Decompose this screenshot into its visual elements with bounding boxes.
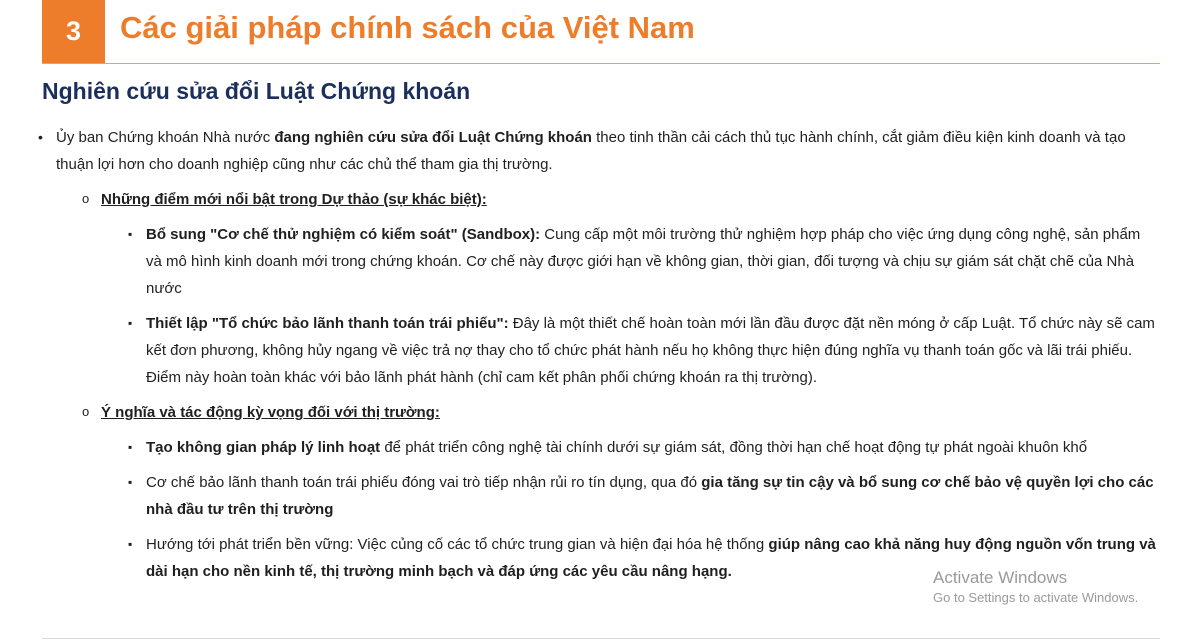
highlight-item-bold: Thiết lập "Tổ chức bảo lãnh thanh toán trái phiếu":	[146, 315, 509, 332]
square-bullet-icon: ▪	[128, 316, 133, 330]
highlight-item-text: Đây là một thiết chế hoàn toàn mới lần đầu được đặt nền móng ở cấp Luật. Tổ chức này sẽ cam kết đơn phương, không hủy ngang về việc trả nợ thay cho tổ chức phát hành nếu họ không thực hiện đúng nghĩa vụ thanh toán gốc và lãi trái phiếu. Điểm này hoàn toàn khác với bảo lãnh phát hành (chỉ cam kết phân phối chứng khoán ra thị trường).	[146, 315, 1155, 386]
subsection-title: Nghiên cứu sửa đổi Luật Chứng khoán	[42, 78, 471, 104]
watermark-title: Activate Windows	[933, 568, 1068, 587]
impact-item-trust	[0, 469, 1158, 523]
content-body	[0, 124, 1200, 585]
square-bullet-icon: ▪	[128, 440, 133, 454]
highlight-item-bond-guarantee	[0, 310, 1158, 391]
main-bullet-text-end: theo tinh thần cải cách thủ tục hành chính, cắt giảm điều kiện kinh doanh và tạo thuận lợi hơn cho doanh nghiệp cũng như các chủ thể tham gia thị trường.	[56, 129, 1126, 173]
impact-label: Ý nghĩa và tác động kỳ vọng đối với thị trường:	[101, 404, 440, 421]
highlights-label: Những điểm mới nổi bật trong Dự thảo (sự khác biệt):	[101, 191, 487, 208]
highlight-item-text: Cung cấp một môi trường thử nghiệm hợp pháp cho việc ứng dụng công nghệ, sản phẩm và mô hình kinh doanh mới trong chứng khoán. Cơ chế này được giới hạn về không gian, thời gian, đối tượng và chịu sự giám sát chặt chẽ của Nhà nước	[146, 226, 1141, 297]
impact-item-text: Hướng tới phát triển bền vững: Việc củng cố các tổ chức trung gian và hiện đại hóa hệ thống	[146, 536, 769, 553]
square-bullet-icon: ▪	[128, 227, 133, 241]
circle-bullet-icon: o	[82, 191, 90, 206]
watermark-subtitle: Go to Settings to activate Windows.	[933, 590, 1139, 605]
impact-item-bold: gia tăng sự tin cậy và bổ sung cơ chế bảo vệ quyền lợi cho các nhà đầu tư trên thị trường	[146, 474, 1154, 518]
section-number: 3	[42, 0, 105, 63]
main-bullet	[0, 124, 1160, 178]
footer-divider	[42, 638, 1160, 639]
main-bullet-text: Ủy ban Chứng khoán Nhà nước	[56, 129, 275, 146]
highlights-heading	[0, 186, 1160, 213]
square-bullet-icon: ▪	[128, 475, 133, 489]
section-title: Các giải pháp chính sách của Việt Nam	[120, 10, 695, 45]
impact-item-legal-space	[0, 434, 1158, 461]
highlight-item-sandbox	[0, 221, 1158, 302]
impact-item-bold: giúp nâng cao khả năng huy động nguồn vốn trung và dài hạn cho nền kinh tế, thị trường minh bạch và đáp ứng các yêu cầu nâng hạng.	[146, 536, 1156, 580]
impact-heading	[0, 399, 1160, 426]
circle-bullet-icon: o	[82, 404, 90, 419]
square-bullet-icon: ▪	[128, 537, 133, 551]
highlight-item-bold: Bổ sung "Cơ chế thử nghiệm có kiểm soát" (Sandbox):	[146, 226, 541, 243]
bullet-dot-icon: •	[38, 129, 43, 145]
section-header	[42, 0, 1160, 64]
impact-item-bold: Tạo không gian pháp lý linh hoạt	[146, 439, 381, 456]
activate-windows-watermark	[933, 567, 1138, 607]
impact-item-text: Cơ chế bảo lãnh thanh toán trái phiếu đóng vai trò tiếp nhận rủi ro tín dụng, qua đó	[146, 474, 702, 491]
impact-item-text: để phát triển công nghệ tài chính dưới sự giám sát, đồng thời hạn chế hoạt động tự phát ngoài khuôn khổ	[380, 439, 1088, 456]
main-bullet-bold: đang nghiên cứu sửa đổi Luật Chứng khoán	[274, 129, 592, 146]
